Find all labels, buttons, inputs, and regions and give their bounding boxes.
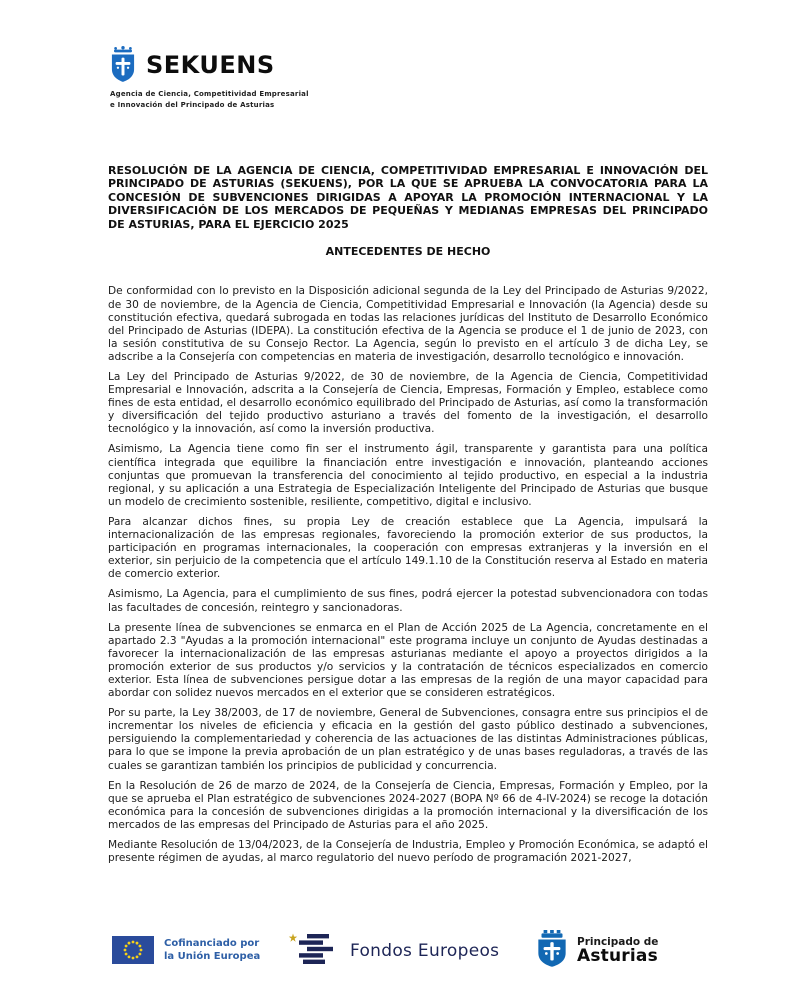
asturias-label-line1: Principado de: [577, 936, 659, 949]
principado-asturias-logo: [536, 930, 658, 972]
fondos-europeos-icon: [288, 932, 338, 970]
eu-cofunded-label: [164, 937, 260, 963]
paragraph: De conformidad con lo previsto en la Disposición adicional segunda de la Ley del Principado de Asturias 9/2022, de 30 de noviembre, de la Agencia de Ciencia, Competitividad Empresarial e Innovación (la Agencia) desde su constitución efectiva, quedará subrogada en todas las relaciones jurídicas del Instituto de Desarrollo Económico del Principado de Asturias (IDEPA). La constitución efectiva de la Agencia se produce el 1 de junio de 2023, con la sesión constitutiva de su Consejo Rector. La Agencia, según lo previsto en el artículo 3 de dicha Ley, se adscribe a la Consejería con competencias en materia de investigación, desarrollo tecnológico e innovación.: [108, 285, 708, 363]
sekuens-shield-icon: [110, 46, 136, 84]
document-content: [108, 164, 708, 872]
sekuens-logo: [110, 46, 309, 111]
paragraph: La Ley del Principado de Asturias 9/2022, de 30 de noviembre, de la Agencia de Ciencia, Competitividad Empresarial e Innovación, adscrita a la Consejería de Ciencia, Empresas, Formación y Empleo, establece como fines de esta entidad, el desarrollo económico equilibrado del Principado de Asturias, así como la transformación y diversificación del tejido productivo asturiano a través del fomento de la investigación, el desarrollo tecnológico y la innovación, así como la inversión productiva.: [108, 371, 708, 436]
fondos-europeos-logo: [288, 932, 499, 970]
asturias-shield-icon: [536, 930, 568, 972]
eu-cofunded-logo: [112, 936, 260, 964]
paragraph: La presente línea de subvenciones se enmarca en el Plan de Acción 2025 de La Agencia, concretamente en el apartado 2.3 "Ayudas a la promoción internacional" este programa incluye un conjunto de Ayudas destinadas a favorecer la internacionalización de las empresas asturianas mediante el apoyo a proyectos dirigidos a la promoción exterior de sus productos y/o servicios y la contratación de técnicos especializados en comercio exterior. Esta línea de subvenciones persigue dotar a las empresas de la región de una mayor capacidad para abordar con solidez nuevos mercados en el exterior que se consideren estratégicos.: [108, 621, 708, 700]
document-title: RESOLUCIÓN DE LA AGENCIA DE CIENCIA, COMPETITIVIDAD EMPRESARIAL E INNOVACIÓN DEL PRINCIPADO DE ASTURIAS (SEKUENS), POR LA QUE SE APRUEBA LA CONVOCATORIA PARA LA CONCESIÓN DE SUBVENCIONES DIRIGIDAS A APOYAR LA PROMOCIÓN INTERNACIONAL Y LA DIVERSIFICACIÓN DE LOS MERCADOS DE PEQUEÑAS Y MEDIANAS EMPRESAS DEL PRINCIPADO DE ASTURIAS, PARA EL EJERCICIO 2025: [108, 164, 708, 231]
eu-cofunded-label-line1: Cofinanciado por: [164, 938, 260, 949]
eu-flag-icon: [112, 936, 154, 964]
asturias-label: [577, 936, 658, 966]
paragraph: Por su parte, la Ley 38/2003, de 17 de noviembre, General de Subvenciones, consagra entre sus principios el de incrementar los niveles de eficiencia y eficacia en la gestión del gasto público destinado a subvenciones, persiguiendo la complementariedad y coherencia de las actuaciones de las distintas Administraciones públicas, para lo que se impone la previa aprobación de un plan estratégico y de unas bases reguladoras, a través de las cuales se garantizan también los principios de publicidad y concurrencia.: [108, 707, 708, 772]
paragraph: En la Resolución de 26 de marzo de 2024, de la Consejería de Ciencia, Empresas, Formación y Empleo, por la que se aprueba el Plan estratégico de subvenciones 2024-2027 (BOPA Nº 66 de 4-IV-2024) se recoge la dotación económica para la concesión de subvenciones dirigidas a la promoción internacional y la diversificación de los mercados de las empresas del Principado de Asturias para el año 2025.: [108, 779, 708, 831]
footer-logos: [0, 928, 792, 990]
body-paragraphs: [108, 285, 708, 865]
fondos-europeos-label: Fondos Europeos: [350, 941, 500, 961]
logo-subtitle: [110, 89, 309, 111]
logo-subtitle-line1: Agencia de Ciencia, Competitividad Empresarial: [110, 90, 309, 98]
logo-wordmark: SEKUENS: [146, 51, 275, 79]
paragraph: Asimismo, La Agencia tiene como fin ser el instrumento ágil, transparente y garantista para una política científica integrada que equilibre la financiación entre investigación e innovación, planteando acciones conjuntas que promuevan la transferencia del conocimiento al tejido productivo, en especial a la industria regional, y su aplicación a una Estrategia de Especialización Inteligente del Principado de Asturias que busque un modelo de crecimiento sostenible, resiliente, competitivo, digital e inclusivo.: [108, 443, 708, 508]
paragraph: Mediante Resolución de 13/04/2023, de la Consejería de Industria, Empleo y Promoción Económica, se adaptó el presente régimen de ayudas, al marco regulatorio del nuevo período de programación 2021-2027,: [108, 839, 708, 865]
paragraph: Asimismo, La Agencia, para el cumplimiento de sus fines, podrá ejercer la potestad subvencionadora con todas las facultades de concesión, reintegro y sancionadoras.: [108, 588, 708, 614]
eu-cofunded-label-line2: la Unión Europea: [164, 951, 261, 962]
asturias-label-line2: Asturias: [577, 946, 658, 967]
paragraph: Para alcanzar dichos fines, su propia Ley de creación establece que La Agencia, impulsará la internacionalización de las empresas regionales, favoreciendo la promoción exterior de sus productos, la participación en programas internacionales, la cooperación con empresas extranjeras y la inversión en el exterior, sin perjuicio de la competencia que el artículo 149.1.10 de la Constitución reserva al Estado en materia de comercio exterior.: [108, 515, 708, 581]
section-heading: ANTECEDENTES DE HECHO: [325, 245, 491, 259]
logo-subtitle-line2: e Innovación del Principado de Asturias: [110, 100, 275, 109]
